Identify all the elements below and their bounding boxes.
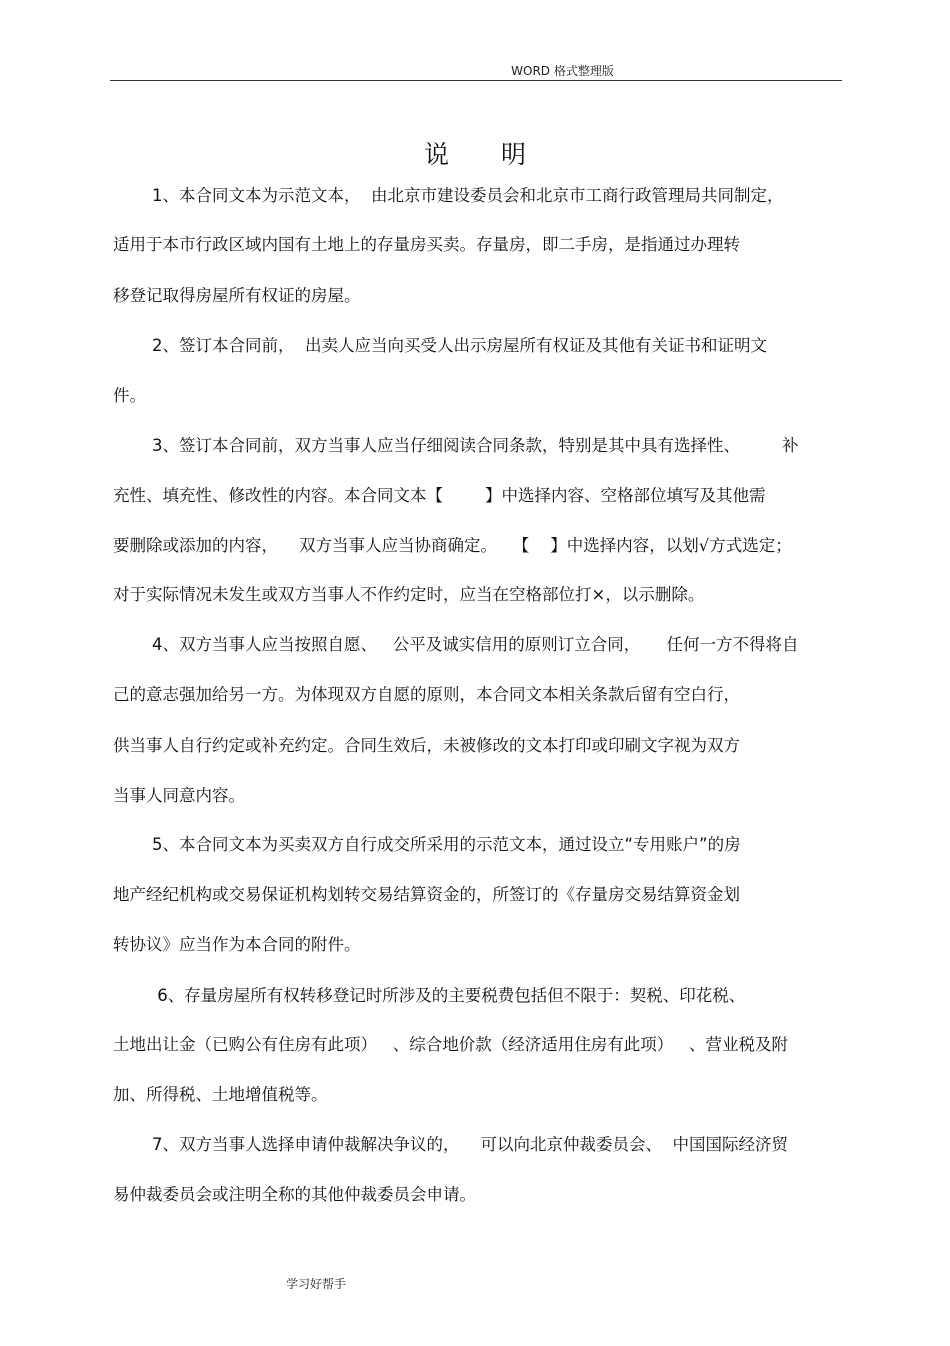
paragraph-7-line-1: 7、双方当事人选择申请仲裁解决争议的， 可以向北京仲裁委员会、 中国国际经济贸: [152, 1135, 788, 1154]
paragraph-1-line-1: 1、本合同文本为示范文本， 由北京市建设委员会和北京市工商行政管理局共同制定，: [152, 186, 784, 205]
paragraph-4-line-4: 当事人同意内容。: [113, 786, 245, 805]
paragraph-1-line-3: 移登记取得房屋所有权证的房屋。: [113, 286, 361, 305]
paragraph-3-line-1: 3、签订本合同前，双方当事人应当仔细阅读合同条款，特别是其中具有选择性、 补: [152, 436, 799, 455]
page-title: [0, 135, 950, 171]
header-rule: [110, 80, 842, 81]
page-header: WORD 格式整理版: [511, 64, 614, 78]
paragraph-5-line-2: 地产经纪机构或交易保证机构划转交易结算资金的，所签订的《存量房交易结算资金划: [113, 885, 740, 904]
page-footer: 学习好帮手: [286, 1277, 347, 1291]
paragraph-3-line-3: 要删除或添加的内容， 双方当事人应当协商确定。 【 】中选择内容，以划√方式选定；: [113, 536, 792, 555]
paragraph-4-line-3: 供当事人自行约定或补充约定。合同生效后，未被修改的文本打印或印刷文字视为双方: [113, 736, 740, 755]
paragraph-4-line-2: 己的意志强加给另一方。为体现双方自愿的原则，本合同文本相关条款后留有空白行，: [113, 685, 740, 704]
paragraph-3-line-2: 充性、填充性、修改性的内容。本合同文本【 】中选择内容、空格部位填写及其他需: [113, 486, 766, 505]
paragraph-5-line-3: 转协议》应当作为本合同的附件。: [113, 935, 361, 954]
paragraph-1-line-2: 适用于本市行政区域内国有土地上的存量房买卖。存量房，即二手房，是指通过办理转: [113, 235, 740, 254]
paragraph-2-line-1: 2、签订本合同前， 出卖人应当向买受人出示房屋所有权证及其他有关证书和证明文: [152, 336, 767, 355]
paragraph-5-line-1: 5、本合同文本为买卖双方自行成交所采用的示范文本，通过设立“专用账户”的房: [152, 835, 741, 854]
paragraph-7-line-2: 易仲裁委员会或注明全称的其他仲裁委员会申请。: [113, 1185, 476, 1204]
title-char-1: 说: [423, 140, 449, 169]
paragraph-2-line-2: 件。: [113, 386, 146, 405]
paragraph-6-line-3: 加、所得税、土地增值税等。: [113, 1085, 328, 1104]
paragraph-6-line-2: 土地出让金（已购公有住房有此项） 、综合地价款（经济适用住房有此项） 、营业税及附: [113, 1035, 788, 1054]
paragraph-3-line-4: 对于实际情况未发生或双方当事人不作约定时，应当在空格部位打×，以示删除。: [113, 585, 705, 604]
title-char-2: 明: [501, 140, 527, 169]
paragraph-6-line-1: 6、存量房屋所有权转移登记时所涉及的主要税费包括但不限于：契税、印花税、: [152, 986, 746, 1005]
paragraph-4-line-1: 4、双方当事人应当按照自愿、 公平及诚实信用的原则订立合同， 任何一方不得将自: [152, 635, 799, 654]
